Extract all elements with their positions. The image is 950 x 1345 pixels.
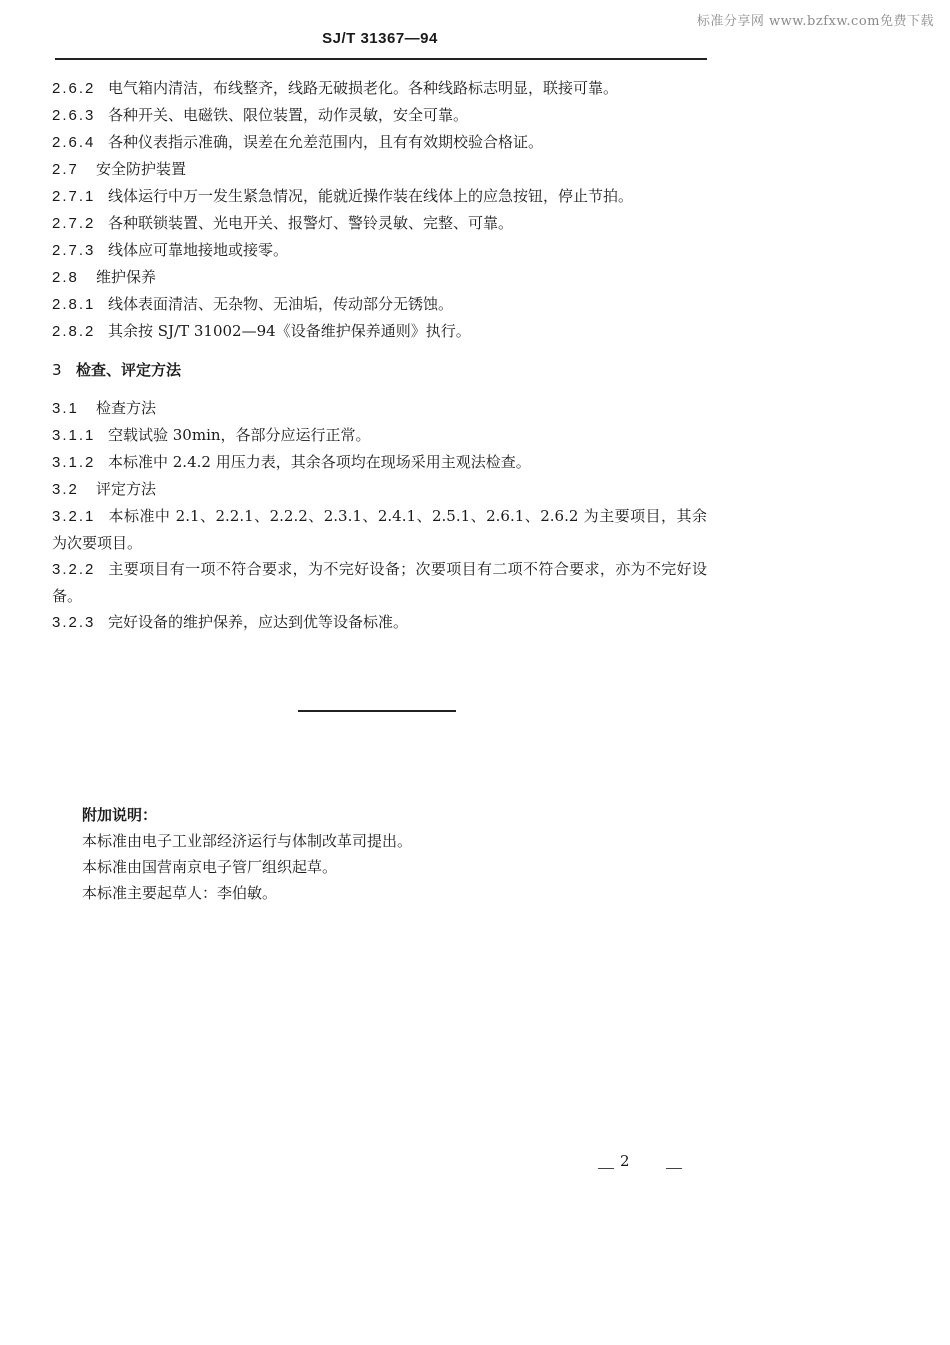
clause-text: 空载试验 30min，各部分应运行正常。 <box>108 426 371 444</box>
clause-2-6-2 <box>52 75 707 102</box>
clause-2-7-3 <box>52 237 707 264</box>
clause-text: 评定方法 <box>96 480 157 498</box>
clause-number: 2.6.4 <box>52 134 96 151</box>
clause-number: 2.8.2 <box>52 323 96 340</box>
clause-text: 本标准中 2.4.2 用压力表，其余各项均在现场采用主观法检查。 <box>108 453 531 471</box>
clause-number: 3.2.1 <box>52 508 96 525</box>
clause-3-1-2 <box>52 449 707 476</box>
header-rule <box>55 58 707 60</box>
clause-text: 主要项目有一项不符合要求，为不完好设备；次要项目有二项不符合要求，亦为不完好设备。 <box>52 560 707 605</box>
clause-3-2-1 <box>52 503 707 556</box>
section-number: 3 <box>52 361 62 379</box>
clause-text: 安全防护装置 <box>96 160 187 178</box>
clause-text: 本标准中 2.1、2.2.1、2.2.2、2.3.1、2.4.1、2.5.1、2.6.1、2.6.2 为主要项目，其余为次要项目。 <box>52 507 707 552</box>
clause-number: 3.1 <box>52 400 79 417</box>
clause-2-8 <box>52 264 707 291</box>
clause-text: 线体应可靠地接地或接零。 <box>108 241 289 259</box>
clause-text: 其余按 SJ/T 31002—94《设备维护保养通则》执行。 <box>108 322 471 340</box>
clause-3-2 <box>52 476 707 503</box>
clause-2-8-1 <box>52 291 707 318</box>
clause-number: 3.2.2 <box>52 561 96 578</box>
clause-text: 维护保养 <box>96 268 157 286</box>
clause-3-1-1 <box>52 422 707 449</box>
clause-number: 3.1.2 <box>52 454 96 471</box>
clause-2-6-3 <box>52 102 707 129</box>
clause-2-6-4 <box>52 129 707 156</box>
clause-text: 各种仪表指示准确，误差在允差范围内，且有有效期校验合格证。 <box>108 133 544 151</box>
page-number: 2 <box>620 1152 630 1170</box>
clause-text: 线体表面清洁、无杂物、无油垢，传动部分无锈蚀。 <box>108 295 454 313</box>
addendum-line: 本标准由电子工业部经济运行与体制改革司提出。 <box>82 832 413 850</box>
page-number-dash-right <box>666 1168 682 1169</box>
watermark: 标准分享网 www.bzfxw.com免费下载 <box>696 14 934 29</box>
clause-text: 检查方法 <box>96 399 157 417</box>
clause-text: 线体运行中万一发生紧急情况，能就近操作装在线体上的应急按钮，停止节拍。 <box>108 187 634 205</box>
clause-3-2-2 <box>52 556 707 609</box>
addendum-line: 本标准主要起草人：李伯敏。 <box>82 884 278 902</box>
clause-2-7-2 <box>52 210 707 237</box>
clause-text: 各种联锁装置、光电开关、报警灯、警铃灵敏、完整、可靠。 <box>108 214 514 232</box>
clause-text: 各种开关、电磁铁、限位装置，动作灵敏，安全可靠。 <box>108 106 469 124</box>
section-title: 检查、评定方法 <box>76 361 182 379</box>
clause-text: 完好设备的维护保养，应达到优等设备标准。 <box>108 613 409 631</box>
clause-number: 2.7.1 <box>52 188 96 205</box>
clause-number: 2.6.2 <box>52 80 96 97</box>
addendum <box>82 802 682 906</box>
clause-3-1 <box>52 395 707 422</box>
clause-2-8-2 <box>52 318 707 345</box>
clause-number: 3.2.3 <box>52 614 96 631</box>
clause-number: 2.8 <box>52 269 79 286</box>
clause-2-7 <box>52 156 707 183</box>
clause-number: 2.8.1 <box>52 296 96 313</box>
clause-number: 3.2 <box>52 481 79 498</box>
page-number-dash-left <box>598 1168 614 1169</box>
clause-number: 2.7.3 <box>52 242 96 259</box>
standard-code-header: SJ/T 31367—94 <box>322 30 438 47</box>
clause-text: 电气箱内清洁，布线整齐，线路无破损老化。各种线路标志明显，联接可靠。 <box>108 79 619 97</box>
section-3-heading <box>52 357 707 383</box>
clause-3-2-3 <box>52 609 707 636</box>
document-body <box>52 75 707 636</box>
clause-number: 3.1.1 <box>52 427 96 444</box>
clause-2-7-1 <box>52 183 707 210</box>
addendum-title: 附加说明： <box>82 806 158 824</box>
end-of-standard-rule <box>298 710 456 712</box>
clause-number: 2.7.2 <box>52 215 96 232</box>
addendum-line: 本标准由国营南京电子管厂组织起草。 <box>82 858 338 876</box>
clause-number: 2.6.3 <box>52 107 96 124</box>
clause-number: 2.7 <box>52 161 79 178</box>
